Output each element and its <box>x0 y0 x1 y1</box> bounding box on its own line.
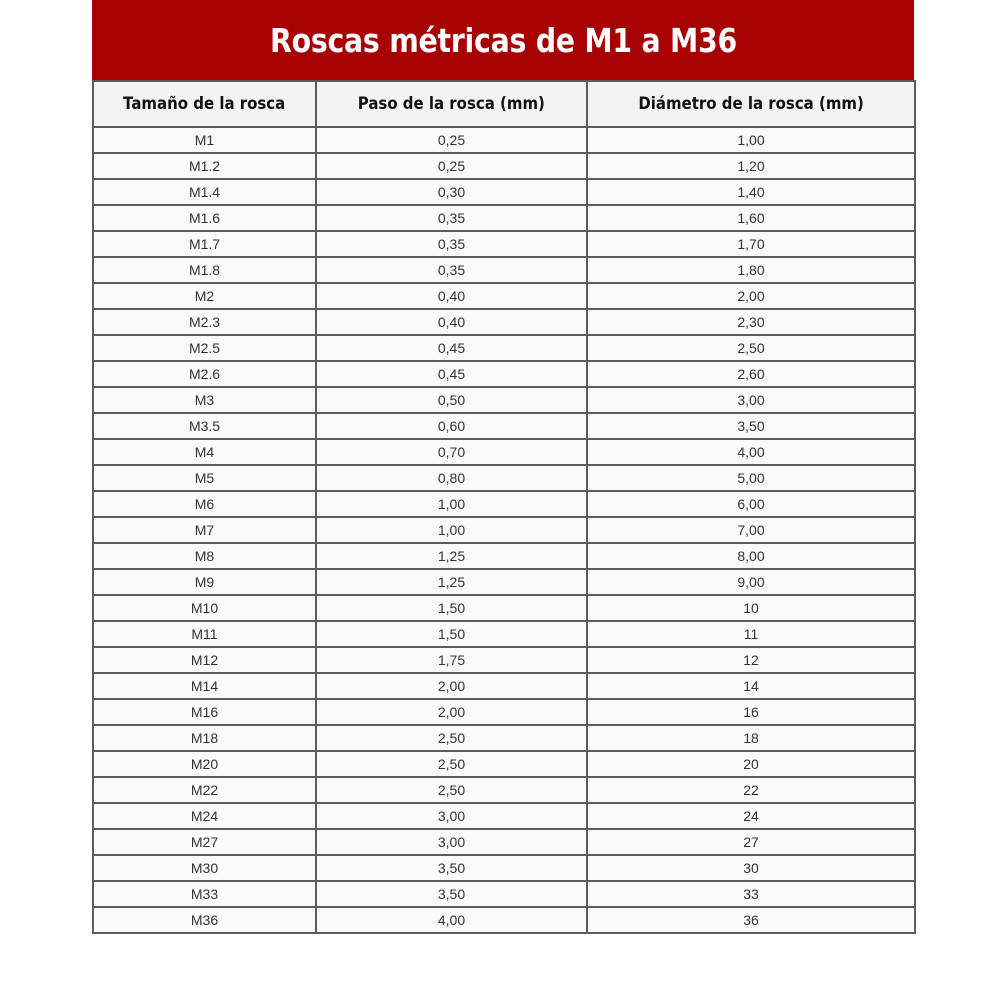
table-row <box>93 257 915 283</box>
table-row <box>93 907 915 933</box>
thread-pitch-cell: 1,50 <box>316 621 587 647</box>
thread-pitch-cell: 2,50 <box>316 777 587 803</box>
thread-size-cell: M22 <box>93 777 316 803</box>
thread-diameter-cell: 36 <box>587 907 915 933</box>
thread-diameter-cell: 12 <box>587 647 915 673</box>
thread-diameter-cell: 5,00 <box>587 465 915 491</box>
thread-pitch-cell: 2,00 <box>316 699 587 725</box>
thread-diameter-cell: 22 <box>587 777 915 803</box>
thread-diameter-cell: 9,00 <box>587 569 915 595</box>
thread-pitch-cell: 3,00 <box>316 803 587 829</box>
thread-size-cell: M14 <box>93 673 316 699</box>
thread-size-cell: M27 <box>93 829 316 855</box>
header-thread-size: Tamaño de la rosca <box>93 81 316 127</box>
thread-size-cell: M3.5 <box>93 413 316 439</box>
thread-size-cell: M30 <box>93 855 316 881</box>
thread-size-cell: M1.7 <box>93 231 316 257</box>
table-body <box>93 127 915 933</box>
table-row <box>93 335 915 361</box>
table-row <box>93 127 915 153</box>
thread-size-cell: M8 <box>93 543 316 569</box>
thread-size-cell: M1.4 <box>93 179 316 205</box>
thread-size-cell: M1.2 <box>93 153 316 179</box>
thread-pitch-cell: 2,50 <box>316 751 587 777</box>
thread-size-cell: M1 <box>93 127 316 153</box>
thread-pitch-cell: 0,30 <box>316 179 587 205</box>
header-thread-diameter: Diámetro de la rosca (mm) <box>587 81 915 127</box>
thread-pitch-cell: 3,00 <box>316 829 587 855</box>
thread-size-cell: M9 <box>93 569 316 595</box>
thread-pitch-cell: 1,25 <box>316 543 587 569</box>
table-row <box>93 543 915 569</box>
thread-pitch-cell: 1,75 <box>316 647 587 673</box>
thread-pitch-cell: 0,25 <box>316 127 587 153</box>
thread-pitch-cell: 0,70 <box>316 439 587 465</box>
thread-size-cell: M5 <box>93 465 316 491</box>
table-row <box>93 179 915 205</box>
thread-pitch-cell: 0,80 <box>316 465 587 491</box>
table-row <box>93 387 915 413</box>
thread-size-cell: M3 <box>93 387 316 413</box>
thread-diameter-cell: 1,70 <box>587 231 915 257</box>
thread-diameter-cell: 2,60 <box>587 361 915 387</box>
thread-size-cell: M20 <box>93 751 316 777</box>
header-thread-pitch: Paso de la rosca (mm) <box>316 81 587 127</box>
table-row <box>93 647 915 673</box>
thread-diameter-cell: 8,00 <box>587 543 915 569</box>
thread-diameter-cell: 16 <box>587 699 915 725</box>
title-banner <box>92 0 914 80</box>
thread-pitch-cell: 3,50 <box>316 855 587 881</box>
thread-size-cell: M2 <box>93 283 316 309</box>
table-row <box>93 803 915 829</box>
table-row <box>93 829 915 855</box>
thread-diameter-cell: 1,80 <box>587 257 915 283</box>
table-row <box>93 491 915 517</box>
table-row <box>93 881 915 907</box>
table-row <box>93 413 915 439</box>
thread-diameter-cell: 4,00 <box>587 439 915 465</box>
table-row <box>93 309 915 335</box>
thread-diameter-cell: 2,30 <box>587 309 915 335</box>
table-row <box>93 621 915 647</box>
thread-pitch-cell: 4,00 <box>316 907 587 933</box>
thread-size-cell: M6 <box>93 491 316 517</box>
table-row <box>93 595 915 621</box>
thread-diameter-cell: 33 <box>587 881 915 907</box>
table-header-row <box>93 81 915 127</box>
table-row <box>93 439 915 465</box>
thread-pitch-cell: 3,50 <box>316 881 587 907</box>
thread-size-cell: M1.6 <box>93 205 316 231</box>
table-row <box>93 361 915 387</box>
table-row <box>93 855 915 881</box>
thread-pitch-cell: 0,35 <box>316 257 587 283</box>
thread-diameter-cell: 7,00 <box>587 517 915 543</box>
thread-pitch-cell: 0,45 <box>316 361 587 387</box>
thread-pitch-cell: 1,00 <box>316 517 587 543</box>
table-row <box>93 699 915 725</box>
table-row <box>93 283 915 309</box>
thread-pitch-cell: 2,50 <box>316 725 587 751</box>
thread-diameter-cell: 3,00 <box>587 387 915 413</box>
thread-diameter-cell: 14 <box>587 673 915 699</box>
thread-diameter-cell: 1,40 <box>587 179 915 205</box>
thread-table <box>92 80 916 934</box>
thread-size-cell: M11 <box>93 621 316 647</box>
thread-pitch-cell: 0,50 <box>316 387 587 413</box>
thread-diameter-cell: 3,50 <box>587 413 915 439</box>
table-row <box>93 777 915 803</box>
thread-diameter-cell: 18 <box>587 725 915 751</box>
thread-pitch-cell: 0,35 <box>316 205 587 231</box>
thread-pitch-cell: 0,60 <box>316 413 587 439</box>
table-row <box>93 751 915 777</box>
thread-size-cell: M18 <box>93 725 316 751</box>
thread-diameter-cell: 1,20 <box>587 153 915 179</box>
table-row <box>93 205 915 231</box>
thread-diameter-cell: 11 <box>587 621 915 647</box>
thread-pitch-cell: 1,25 <box>316 569 587 595</box>
page-title: Roscas métricas de M1 a M36 <box>269 20 737 60</box>
thread-pitch-cell: 0,35 <box>316 231 587 257</box>
thread-pitch-cell: 2,00 <box>316 673 587 699</box>
thread-size-cell: M36 <box>93 907 316 933</box>
thread-diameter-cell: 27 <box>587 829 915 855</box>
thread-size-cell: M24 <box>93 803 316 829</box>
thread-diameter-cell: 2,00 <box>587 283 915 309</box>
table-row <box>93 517 915 543</box>
thread-size-cell: M2.5 <box>93 335 316 361</box>
thread-size-cell: M33 <box>93 881 316 907</box>
thread-chart-sheet <box>92 0 914 1000</box>
thread-diameter-cell: 24 <box>587 803 915 829</box>
thread-diameter-cell: 10 <box>587 595 915 621</box>
thread-size-cell: M4 <box>93 439 316 465</box>
thread-diameter-cell: 20 <box>587 751 915 777</box>
thread-pitch-cell: 0,40 <box>316 283 587 309</box>
thread-pitch-cell: 0,40 <box>316 309 587 335</box>
thread-diameter-cell: 1,00 <box>587 127 915 153</box>
table-row <box>93 231 915 257</box>
thread-pitch-cell: 0,45 <box>316 335 587 361</box>
thread-diameter-cell: 1,60 <box>587 205 915 231</box>
thread-size-cell: M2.3 <box>93 309 316 335</box>
thread-diameter-cell: 30 <box>587 855 915 881</box>
thread-size-cell: M12 <box>93 647 316 673</box>
thread-size-cell: M2.6 <box>93 361 316 387</box>
thread-size-cell: M10 <box>93 595 316 621</box>
table-row <box>93 569 915 595</box>
table-row <box>93 153 915 179</box>
table-row <box>93 673 915 699</box>
table-row <box>93 465 915 491</box>
thread-size-cell: M16 <box>93 699 316 725</box>
thread-pitch-cell: 1,00 <box>316 491 587 517</box>
thread-diameter-cell: 2,50 <box>587 335 915 361</box>
thread-size-cell: M1.8 <box>93 257 316 283</box>
thread-pitch-cell: 1,50 <box>316 595 587 621</box>
thread-size-cell: M7 <box>93 517 316 543</box>
thread-diameter-cell: 6,00 <box>587 491 915 517</box>
thread-pitch-cell: 0,25 <box>316 153 587 179</box>
table-row <box>93 725 915 751</box>
